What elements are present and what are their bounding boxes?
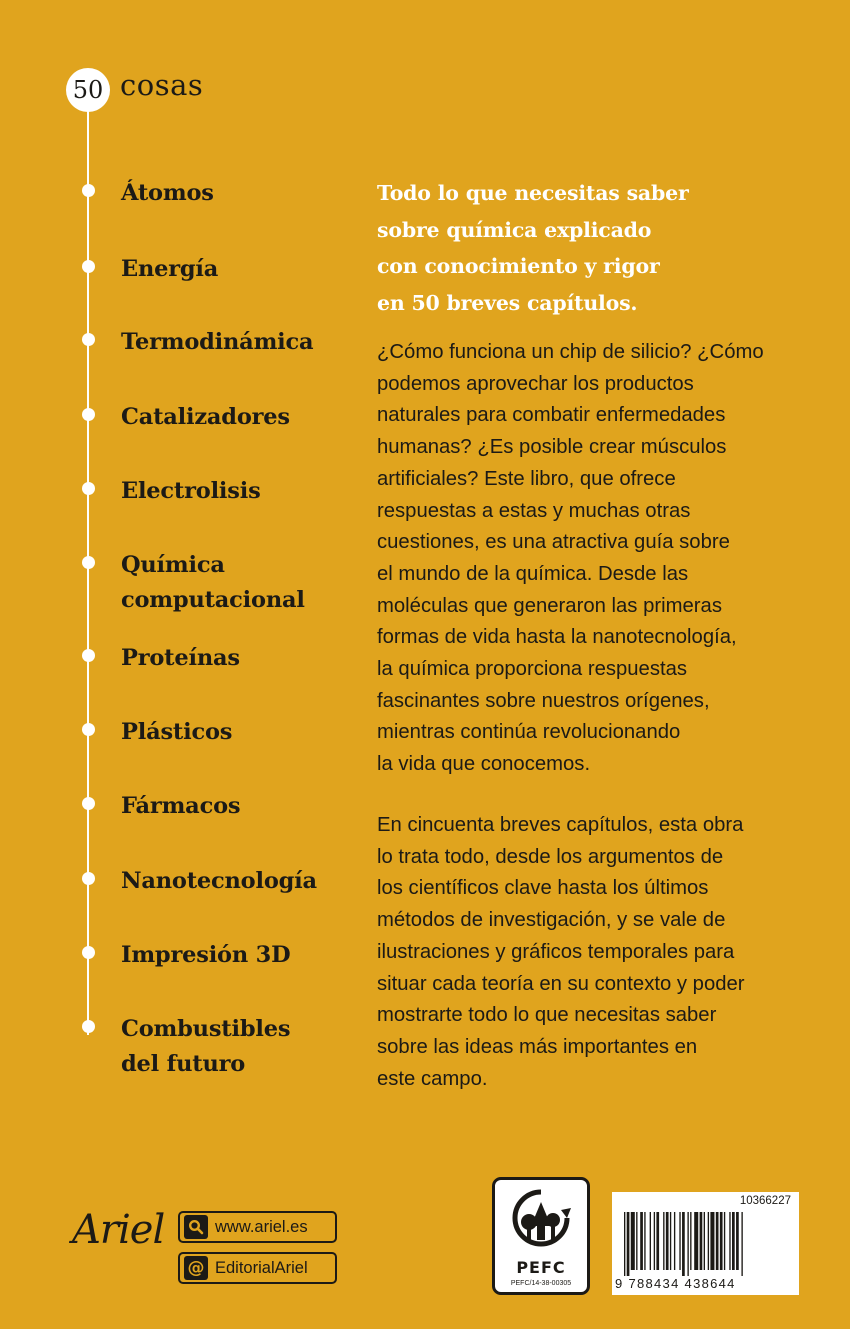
isbn-number: 9 788434 438644 — [615, 1276, 736, 1291]
reference-number: 10366227 — [739, 1195, 791, 1207]
timeline-dot-icon — [82, 408, 95, 421]
barcode-bar — [654, 1212, 655, 1270]
timeline-dot-icon — [82, 797, 95, 810]
topic-label: Combustibles del futuro — [121, 1016, 291, 1077]
topic-label: Proteínas — [121, 645, 240, 671]
barcode-bar — [650, 1212, 651, 1270]
barcode-bar — [708, 1212, 709, 1270]
topic-label: Plásticos — [121, 719, 233, 745]
timeline-line — [87, 110, 89, 1035]
barcode-bar — [682, 1212, 685, 1276]
timeline-dot-icon — [82, 649, 95, 662]
barcode-bar — [624, 1212, 625, 1276]
barcode-bar — [687, 1212, 688, 1276]
series-title: cosas — [120, 68, 204, 102]
timeline-dot-icon — [82, 333, 95, 346]
barcode-bar — [741, 1212, 742, 1276]
at-icon: @ — [184, 1256, 208, 1280]
topic-label: Catalizadores — [121, 404, 290, 430]
barcode-bar — [663, 1212, 664, 1270]
topic-label: Nanotecnología — [121, 868, 317, 894]
timeline-dot-icon — [82, 184, 95, 197]
website-link[interactable] — [178, 1211, 337, 1243]
barcode-bar — [710, 1212, 714, 1270]
barcode-bar — [644, 1212, 645, 1270]
pefc-name: PEFC — [516, 1258, 566, 1277]
barcode-bar — [724, 1212, 725, 1270]
barcode-bar — [732, 1212, 735, 1270]
topic-label: Termodinámica — [121, 329, 314, 355]
barcode-icon — [622, 1212, 789, 1276]
topic-label: Química computacional — [121, 552, 305, 613]
barcode-bar — [720, 1212, 723, 1270]
timeline-dot-icon — [82, 482, 95, 495]
topic-label: Fármacos — [121, 793, 241, 819]
search-icon — [184, 1215, 208, 1239]
barcode-bar — [640, 1212, 643, 1270]
social-text: EditorialAriel — [215, 1258, 308, 1277]
barcode-bar — [627, 1212, 630, 1276]
barcode-bar — [631, 1212, 635, 1270]
barcode-bar — [679, 1212, 680, 1270]
timeline-dot-icon — [82, 556, 95, 569]
social-handle[interactable] — [178, 1252, 337, 1284]
barcode-bar — [656, 1212, 659, 1270]
barcode-bar — [700, 1212, 703, 1270]
website-text: www.ariel.es — [215, 1217, 308, 1236]
pefc-code: PEFC/14-38-00305 — [510, 1280, 572, 1287]
barcode-bar — [636, 1212, 637, 1270]
timeline-dot-icon — [82, 1020, 95, 1033]
lead-text: Todo lo que necesitas saber sobre química explicado con conocimiento y rigor en 50 breves capítulos. — [377, 181, 689, 315]
barcode-bar — [729, 1212, 730, 1270]
series-number: 50 — [72, 76, 104, 104]
barcode-bar — [670, 1212, 671, 1270]
topic-label: Energía — [121, 256, 219, 282]
timeline-dot-icon — [82, 260, 95, 273]
barcode-area — [612, 1192, 799, 1295]
topic-label: Electrolisis — [121, 478, 261, 504]
barcode-bar — [704, 1212, 705, 1270]
barcode-bar — [716, 1212, 719, 1270]
timeline-dot-icon — [82, 723, 95, 736]
pefc-tree-icon — [511, 1188, 571, 1254]
pefc-certification-logo — [492, 1177, 590, 1295]
description-paragraph: En cincuenta breves capítulos, esta obra lo trata todo, desde los argumentos de los científicos clave hasta los últimos métodos de investigación, y se vale de ilustraciones y gráficos temporales para situar cada teoría en su contexto y poder mostrarte todo lo que necesitas saber sobre las ideas más importantes en este campo. — [377, 814, 745, 1090]
topic-label: Impresión 3D — [121, 942, 291, 968]
barcode-bar — [666, 1212, 669, 1270]
timeline-dot-icon — [82, 872, 95, 885]
timeline-dot-icon — [82, 946, 95, 959]
topic-label: Átomos — [121, 180, 214, 206]
description-paragraph: ¿Cómo funciona un chip de silicio? ¿Cómo podemos aprovechar los productos naturales para combatir enfermedades humanas? ¿Es posible crear músculos artificiales? Este libro, que ofrece respuestas a estas y muchas otras cuestiones, es una atractiva guía sobre el mundo de la química. Desde las moléculas que generaron las primeras formas de vida hasta la nanotecnología, la química proporciona respuestas fascinantes sobre nuestros orígenes, mientras continúa revolucionando la vida que conocemos. — [377, 341, 764, 776]
series-number-badge — [66, 68, 110, 112]
publisher-logo: Ariel — [72, 1207, 165, 1253]
barcode-bar — [694, 1212, 698, 1270]
barcode-bar — [674, 1212, 675, 1270]
barcode-bar — [690, 1212, 691, 1270]
barcode-bar — [736, 1212, 739, 1270]
